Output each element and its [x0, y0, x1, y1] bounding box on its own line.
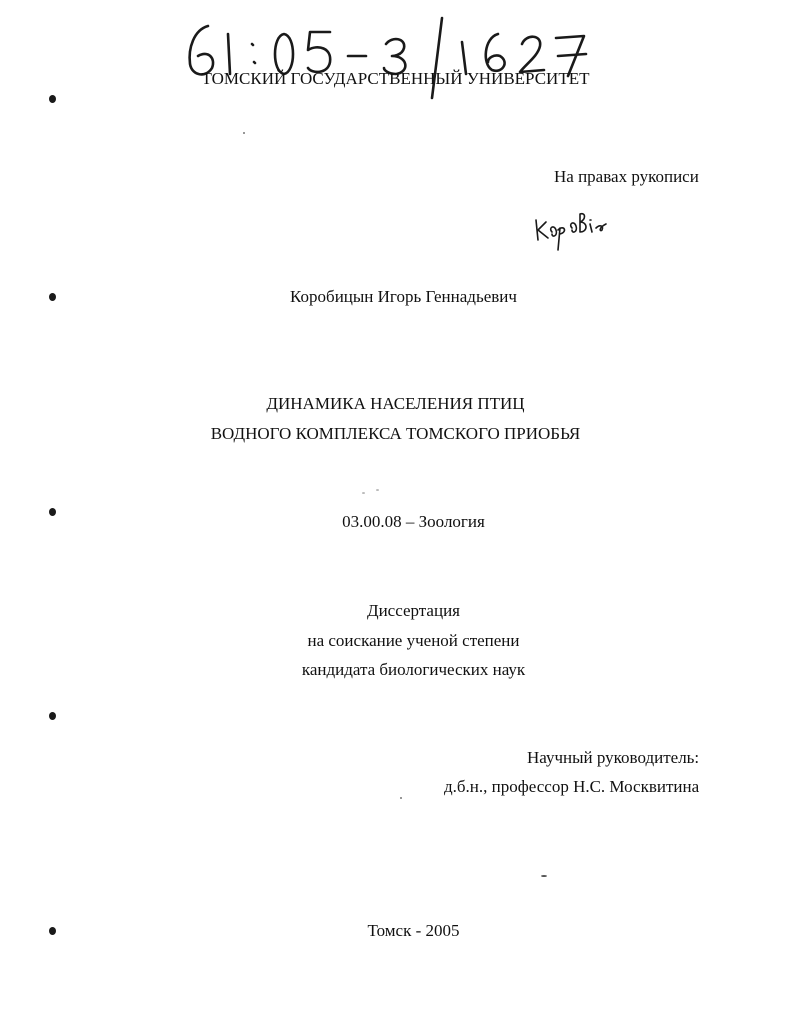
author-signature: [528, 206, 608, 256]
scan-speck: [362, 492, 365, 494]
binding-hole: [49, 293, 56, 301]
university-name: ТОМСКИЙ ГОСУДАРСТВЕННЫЙ УНИВЕРСИТЕТ: [201, 69, 590, 88]
binding-hole: [49, 95, 56, 103]
specialty-code: 03.00.08 – Зоология: [342, 512, 485, 531]
scan-speck: [243, 132, 245, 134]
manuscript-note: На правах рукописи: [554, 167, 699, 186]
degree-line-1: на соискание ученой степени: [307, 631, 520, 650]
author-name: Коробицын Игорь Геннадьевич: [290, 287, 517, 306]
dissertation-label: Диссертация: [366, 601, 460, 620]
scan-speck: [541, 875, 547, 877]
city-year: Томск - 2005: [367, 921, 460, 940]
title-line-2: ВОДНОГО КОМПЛЕКСА ТОМСКОГО ПРИОБЬЯ: [210, 424, 581, 443]
scan-speck: [376, 489, 379, 491]
supervisor-name: д.б.н., профессор Н.С. Москвитина: [444, 777, 700, 796]
binding-hole: [49, 508, 56, 516]
degree-line-2: кандидата биологических наук: [301, 660, 526, 679]
binding-hole: [49, 927, 56, 935]
supervisor-label: Научный руководитель:: [527, 748, 700, 767]
title-line-1: ДИНАМИКА НАСЕЛЕНИЯ ПТИЦ: [266, 394, 525, 413]
binding-hole: [49, 712, 56, 720]
scan-speck: [400, 797, 402, 799]
handwritten-archive-code: [180, 14, 600, 104]
